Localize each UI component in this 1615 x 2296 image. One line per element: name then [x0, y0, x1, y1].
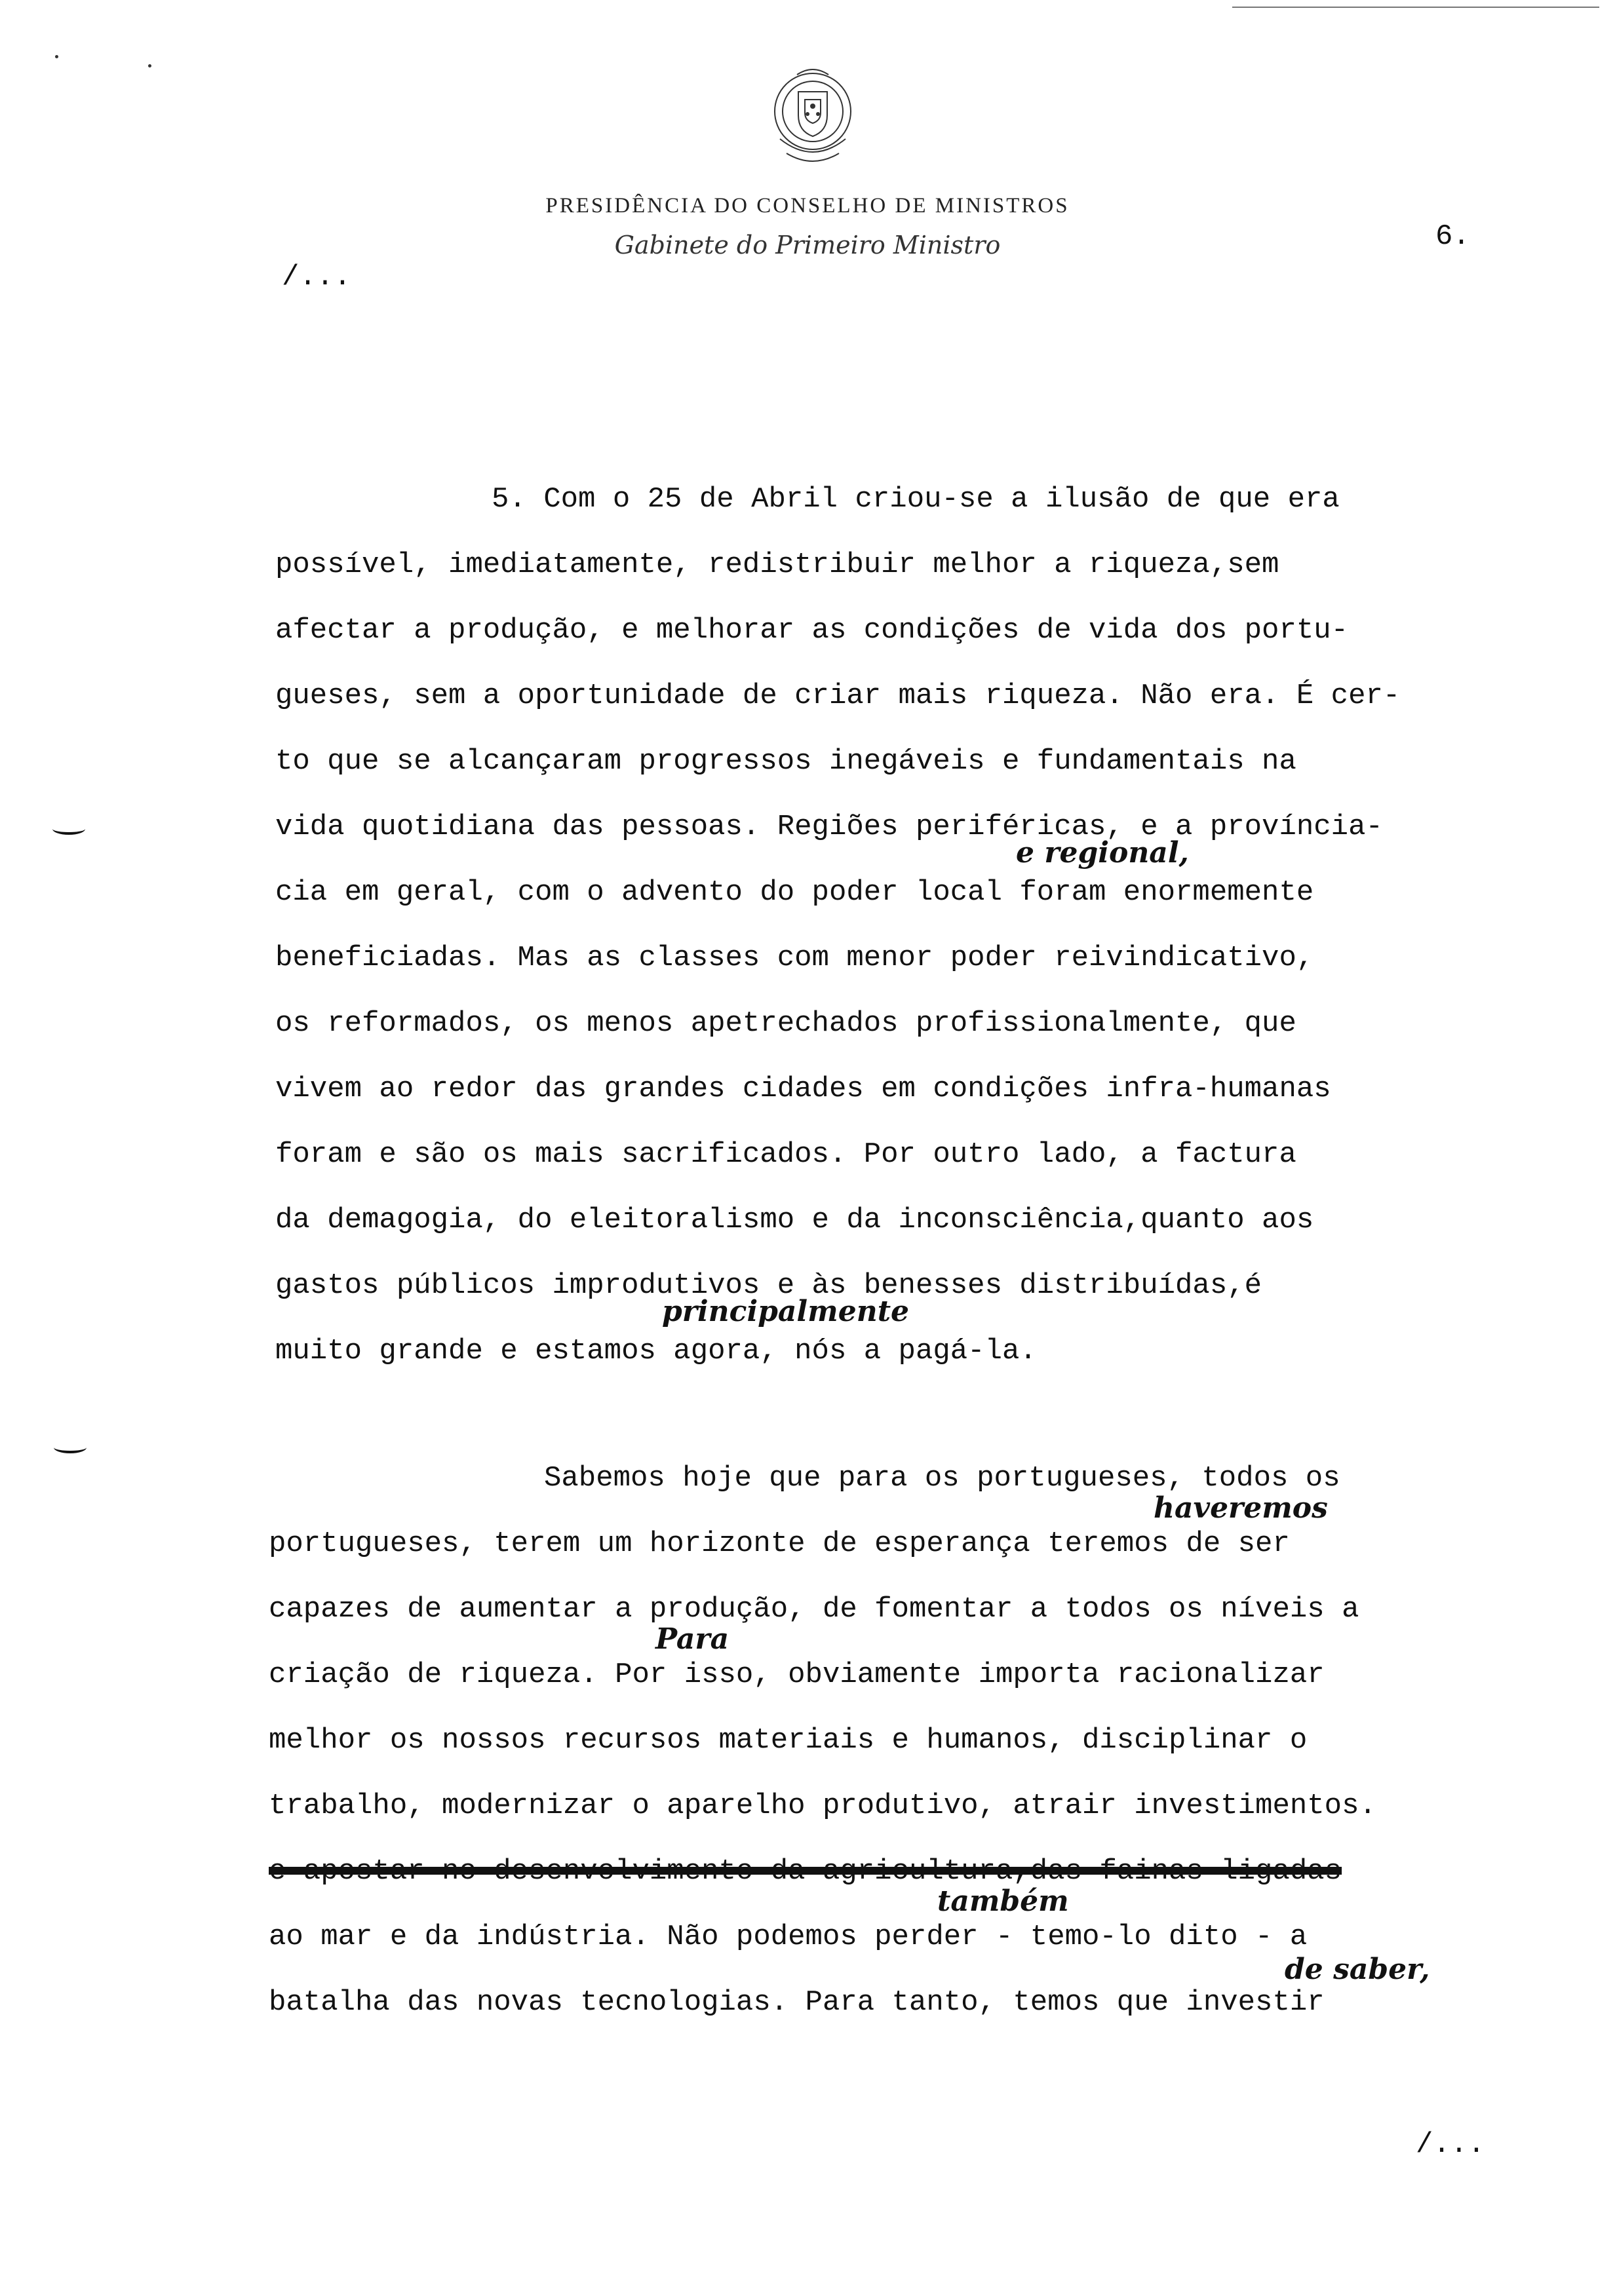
text-line: cia em geral, com o advento do poder local foram enormemente	[275, 876, 1314, 909]
text-line-struck: e apostar no desenvolvimento da agricultura,das fainas ligadas	[269, 1855, 1342, 1888]
text-line: da demagogia, do eleitoralismo e da inconsciência,quanto aos	[275, 1204, 1314, 1236]
text-line: gueses, sem a oportunidade de criar mais riqueza. Não era. É cer-	[275, 679, 1401, 712]
text-line: afectar a produção, e melhorar as condições de vida dos portu-	[275, 614, 1349, 647]
text-line: Sabemos hoje que para os portugueses, todos os	[544, 1462, 1340, 1495]
text-line: possível, imediatamente, redistribuir melhor a riqueza,sem	[275, 548, 1279, 581]
continuation-mark-bottom: /...	[1416, 2128, 1485, 2161]
text-line: 5. Com o 25 de Abril criou-se a ilusão de que era	[492, 483, 1340, 516]
text-line: beneficiadas. Mas as classes com menor poder reivindicativo,	[275, 942, 1314, 974]
text-line: ao mar e da indústria. Não podemos perder - temo-lo dito - a	[269, 1921, 1308, 1953]
text-line: melhor os nossos recursos materiais e humanos, disciplinar o	[269, 1724, 1308, 1757]
text-line: to que se alcançaram progressos inegáveis e fundamentais na	[275, 745, 1296, 778]
continuation-mark-top: /...	[282, 261, 351, 294]
text-line: foram e são os mais sacrificados. Por outro lado, a factura	[275, 1138, 1296, 1171]
top-rule	[1232, 7, 1599, 8]
cabinet-subheading: Gabinete do Primeiro Ministro	[614, 231, 1001, 259]
margin-tick	[52, 823, 85, 835]
text-line: muito grande e estamos agora, nós a pagá-la.	[275, 1335, 1037, 1368]
scan-speck	[55, 55, 58, 58]
page-number: 6.	[1435, 220, 1470, 253]
text-line: portugueses, terem um horizonte de esperança teremos de ser	[269, 1527, 1290, 1560]
handwritten-insertion: principalmente	[662, 1295, 910, 1328]
text-line: vivem ao redor das grandes cidades em condições infra-humanas	[275, 1073, 1331, 1105]
handwritten-insertion: Para	[655, 1622, 730, 1656]
text-line: trabalho, modernizar o aparelho produtivo, atrair investimentos.	[269, 1789, 1376, 1822]
handwritten-insertion: haveremos	[1154, 1491, 1328, 1525]
handwritten-insertion: de saber,	[1285, 1953, 1430, 1986]
margin-tick	[54, 1442, 87, 1453]
text-line: batalha das novas tecnologias. Para tanto, temos que investir	[269, 1986, 1325, 2019]
text-line: gastos públicos improdutivos e às benesses distribuídas,é	[275, 1269, 1262, 1302]
text-line: criação de riqueza. Por isso, obviamente importa racionalizar	[269, 1658, 1325, 1691]
text-line: vida quotidiana das pessoas. Regiões periféricas, e a província-	[275, 811, 1383, 843]
scan-speck	[148, 64, 151, 67]
handwritten-insertion: e regional,	[1016, 836, 1189, 870]
text-line: os reformados, os menos apetrechados profissionalmente, que	[275, 1007, 1296, 1040]
handwritten-insertion: também	[937, 1885, 1069, 1918]
text-line: capazes de aumentar a produção, de fomentar a todos os níveis a	[269, 1593, 1359, 1626]
institution-heading: PRESIDÊNCIA DO CONSELHO DE MINISTROS	[545, 194, 1070, 218]
coat-of-arms-icon	[760, 60, 865, 172]
